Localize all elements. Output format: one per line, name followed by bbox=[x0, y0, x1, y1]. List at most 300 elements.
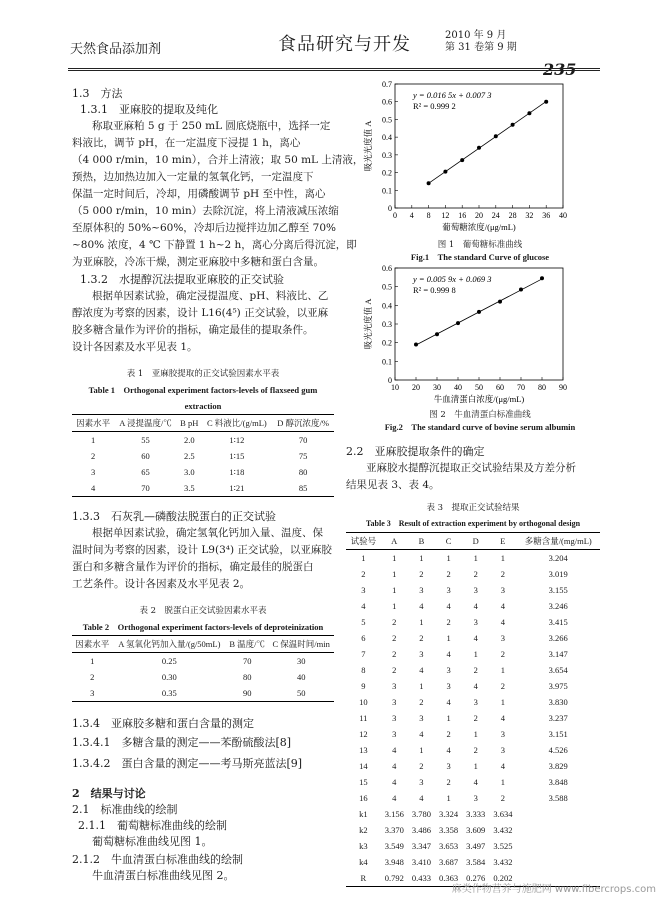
x-tick-label: 30 bbox=[433, 383, 441, 392]
table-cell: 1 bbox=[392, 553, 397, 563]
table-cell: 80 bbox=[242, 672, 252, 682]
table-cell: 3.358 bbox=[439, 825, 459, 835]
table-cell: 3.333 bbox=[466, 809, 486, 819]
table-cell: 4 bbox=[392, 777, 397, 787]
table-cell: 2 bbox=[446, 569, 451, 579]
table-cell: 3.588 bbox=[548, 793, 568, 803]
table-cell: 4 bbox=[392, 745, 397, 755]
column-header: E bbox=[489, 533, 516, 550]
table-cell: 4 bbox=[473, 681, 478, 691]
section-2-1-2: 2.1.2 牛血清蛋白标准曲线的绘制 bbox=[72, 853, 243, 866]
table-cell: 2 bbox=[473, 713, 478, 723]
table-row bbox=[346, 582, 600, 598]
y-tick-label: 0.6 bbox=[382, 264, 392, 273]
table-cell: 1 bbox=[90, 435, 96, 445]
table-cell: 65 bbox=[141, 467, 150, 477]
data-point bbox=[519, 287, 523, 291]
table-cell: 1 bbox=[500, 697, 505, 707]
section-1-3-3: 1.3.3 石灰乳—磷酸法脱蛋白的正交试验 bbox=[72, 510, 276, 523]
table-cell: 3.266 bbox=[548, 633, 568, 643]
table-cell: 3 bbox=[419, 649, 424, 659]
table-cell: 3.634 bbox=[493, 809, 513, 819]
r-squared: R² = 0.999 8 bbox=[413, 285, 456, 295]
y-tick-label: 0 bbox=[388, 376, 392, 385]
table-row bbox=[346, 694, 600, 710]
table-row bbox=[346, 838, 600, 854]
table-cell: 2 bbox=[419, 569, 424, 579]
journal-section-label: 天然食品添加剂 bbox=[70, 42, 162, 57]
table-cell: 3 bbox=[500, 745, 505, 755]
table-cell: 3.848 bbox=[548, 777, 568, 787]
column-header: B pH bbox=[177, 415, 202, 432]
table-cell: 1 bbox=[446, 553, 451, 563]
y-tick-label: 0.1 bbox=[382, 186, 392, 196]
table-cell: 70 bbox=[298, 435, 308, 445]
x-tick-label: 80 bbox=[538, 383, 546, 392]
table-cell: 12 bbox=[359, 729, 368, 739]
y-axis-label: 吸光光度值 A bbox=[363, 120, 373, 172]
x-tick-label: 4 bbox=[409, 211, 414, 220]
y-tick-label: 0.4 bbox=[382, 301, 392, 311]
table-cell bbox=[516, 806, 600, 822]
table-cell: 3.156 bbox=[384, 809, 404, 819]
column-header: 因素水平 bbox=[72, 415, 114, 432]
section-2: 2 结果与讨论 bbox=[72, 787, 146, 800]
table-cell: 3.948 bbox=[384, 857, 404, 867]
table-cell: 0.30 bbox=[161, 672, 177, 682]
data-point bbox=[498, 300, 502, 304]
table-cell: 4 bbox=[446, 601, 451, 611]
paragraph-line: 设计各因素及水平见表 1。 bbox=[72, 341, 198, 353]
table-cell: 1 bbox=[473, 649, 478, 659]
table-header-row bbox=[346, 533, 600, 550]
table-cell: 0.363 bbox=[435, 870, 462, 887]
table-cell: 2 bbox=[500, 649, 505, 659]
column-header: A 浸提温度/℃ bbox=[114, 415, 177, 432]
table-cell: 4 bbox=[419, 729, 424, 739]
x-tick-label: 20 bbox=[412, 383, 420, 392]
data-point bbox=[460, 158, 464, 162]
table-row bbox=[346, 678, 600, 694]
x-tick-label: 32 bbox=[525, 211, 534, 220]
table-cell: 70 bbox=[114, 480, 177, 497]
table-cell: 0.792 bbox=[381, 870, 408, 887]
y-tick-label: 0.7 bbox=[382, 80, 392, 89]
x-tick-label: 40 bbox=[454, 383, 462, 392]
table-1-caption-en-2: extraction bbox=[184, 401, 222, 411]
paragraph-line: 根据单因素试验，确定氢氧化钙加入量、温度、保 bbox=[92, 527, 323, 539]
table-row bbox=[346, 630, 600, 646]
table-1-caption-cn: 表 1 亚麻胶提取的正交试验因素水平表 bbox=[126, 369, 280, 379]
regression-equation: y = 0.005 9x + 0.069 3 bbox=[413, 274, 492, 284]
table-cell: 1 bbox=[446, 633, 451, 643]
table-row bbox=[346, 806, 600, 822]
table-cell: 1∶18 bbox=[229, 467, 245, 477]
table-cell: 2 bbox=[446, 777, 451, 787]
table-row bbox=[72, 480, 334, 497]
table-cell: 0.25 bbox=[161, 656, 177, 666]
y-tick-label: 0.4 bbox=[382, 133, 392, 143]
table-cell: 9 bbox=[361, 681, 366, 691]
table-cell: 60 bbox=[141, 451, 150, 461]
table-cell: 3.246 bbox=[548, 601, 568, 611]
data-point bbox=[477, 310, 481, 314]
paragraph-line: 胶多糖含量作为评价的指标，确定最佳的提取条件。 bbox=[72, 324, 314, 336]
column-header: 多糖含量/(mg/mL) bbox=[516, 533, 600, 550]
table-row bbox=[346, 742, 600, 758]
table-cell: 3.147 bbox=[548, 649, 568, 659]
table-cell: 2 bbox=[90, 672, 95, 682]
table-row bbox=[346, 550, 600, 567]
table-row bbox=[346, 566, 600, 582]
table-cell: 3 bbox=[90, 467, 96, 477]
table-cell: 3 bbox=[473, 793, 478, 803]
table-cell: 3.415 bbox=[548, 617, 568, 627]
data-point bbox=[494, 134, 498, 138]
table-cell: 3.830 bbox=[548, 697, 568, 707]
table-cell: 30 bbox=[296, 656, 306, 666]
data-point bbox=[456, 321, 460, 325]
column-header: 试验号 bbox=[346, 533, 381, 550]
table-cell: k3 bbox=[359, 841, 368, 851]
issue-date: 2010 年 9 月 bbox=[445, 30, 507, 41]
table-cell: 15 bbox=[359, 777, 368, 787]
table-cell: 1 bbox=[419, 745, 424, 755]
table-cell bbox=[516, 822, 600, 838]
figure-2-chart bbox=[350, 262, 590, 410]
section-1-3-2: 1.3.2 水提醇沉法提取亚麻胶的正交试验 bbox=[80, 273, 284, 286]
table-cell: 1 bbox=[392, 585, 397, 595]
table-cell: 2 bbox=[90, 451, 96, 461]
x-tick-label: 0 bbox=[393, 211, 397, 220]
column-header: A 氢氧化钙加入量/(g/50mL) bbox=[113, 636, 226, 653]
paragraph-line: ~80% 浓度，4 ℃ 下静置 1 h~2 h，离心分离后得沉淀，即 bbox=[72, 239, 357, 251]
y-tick-label: 0.2 bbox=[382, 338, 392, 348]
right-column-lower bbox=[346, 444, 600, 887]
table-cell: 3.780 bbox=[411, 809, 431, 819]
table-cell: k2 bbox=[359, 825, 368, 835]
table-cell: 3.653 bbox=[439, 841, 459, 851]
table-cell: 3.019 bbox=[548, 569, 568, 579]
table-cell: 1 bbox=[473, 761, 478, 771]
table-row bbox=[72, 669, 334, 685]
table-cell: 2 bbox=[392, 617, 397, 627]
table-cell: 3 bbox=[392, 697, 397, 707]
table-row bbox=[346, 646, 600, 662]
data-point bbox=[511, 123, 515, 127]
y-tick-label: 0 bbox=[388, 204, 392, 213]
data-point bbox=[435, 332, 439, 336]
table-cell: k1 bbox=[359, 809, 368, 819]
data-point bbox=[544, 100, 548, 104]
figure-2-caption-cn: 图 2 牛血清蛋白标准曲线 bbox=[429, 410, 531, 420]
x-tick-label: 90 bbox=[559, 383, 567, 392]
table-cell: 10 bbox=[359, 697, 368, 707]
figure-1-caption-en: Fig.1 The standard Curve of glucose bbox=[410, 252, 550, 262]
table-cell: 3 bbox=[473, 697, 478, 707]
table-cell: 3.151 bbox=[548, 729, 568, 739]
table-row bbox=[346, 662, 600, 678]
table-cell: 3.347 bbox=[411, 841, 431, 851]
data-point bbox=[540, 276, 544, 280]
r-squared: R² = 0.999 2 bbox=[413, 101, 456, 111]
table-cell: 3 bbox=[500, 633, 505, 643]
table-cell: 1 bbox=[500, 777, 505, 787]
table-cell: 3 bbox=[361, 585, 366, 595]
paragraph-line: 预热，边加热边加入一定量的氢氧化钙，一定温度下 bbox=[72, 171, 314, 183]
x-tick-label: 20 bbox=[475, 211, 483, 220]
table-cell: 3.549 bbox=[384, 841, 404, 851]
table-row bbox=[72, 448, 334, 464]
table-cell: 85 bbox=[272, 480, 334, 497]
table-cell: 4 bbox=[72, 480, 114, 497]
table-cell: 0.202 bbox=[489, 870, 516, 887]
table-cell: 1∶12 bbox=[229, 435, 245, 445]
table-cell: 4 bbox=[361, 601, 366, 611]
x-tick-label: 10 bbox=[391, 383, 399, 392]
table-cell: 3.584 bbox=[466, 857, 486, 867]
table-cell: 8 bbox=[361, 665, 366, 675]
table-cell: 3.324 bbox=[439, 809, 459, 819]
section-1-3-4-2: 1.3.4.2 蛋白含量的测定——考马斯亮蓝法[9] bbox=[72, 757, 303, 770]
table-1-caption-en: Table 1 Orthogonal experiment factors-levels of flaxseed gum bbox=[88, 385, 318, 395]
table-cell: 3 bbox=[419, 777, 424, 787]
table-cell: 2 bbox=[446, 729, 451, 739]
paragraph-line: 醇浓度为考察的因素，设计 L16(4⁵) 正交试验，以亚麻 bbox=[72, 307, 329, 319]
table-cell: 5 bbox=[361, 617, 366, 627]
y-tick-label: 0.1 bbox=[382, 357, 392, 367]
data-point bbox=[414, 343, 418, 347]
table-cell: 3.410 bbox=[411, 857, 431, 867]
paragraph-fig2-ref: 牛血清蛋白标准曲线见图 2。 bbox=[92, 869, 235, 882]
data-point bbox=[443, 170, 447, 174]
table-cell: 1 bbox=[419, 617, 424, 627]
table-cell: 2 bbox=[392, 633, 397, 643]
table-cell: 4 bbox=[473, 777, 478, 787]
figure-1-chart bbox=[350, 76, 590, 238]
paragraph-line: 蛋白和多糖含量作为评价的指标，确定最佳的脱蛋白 bbox=[72, 561, 314, 573]
x-axis-label: 葡萄糖浓度/(μg/mL) bbox=[442, 222, 516, 232]
table-cell: 3.5 bbox=[177, 480, 202, 497]
table-cell: 3 bbox=[446, 665, 451, 675]
y-tick-label: 0.2 bbox=[382, 168, 392, 178]
table-row bbox=[346, 614, 600, 630]
table-cell: 2 bbox=[500, 793, 505, 803]
table-cell: 2 bbox=[419, 761, 424, 771]
watermark: 麻类作物营养与施肥网 www.fibercrops.com bbox=[451, 884, 656, 895]
column-header: D 醇沉浓度/% bbox=[272, 415, 334, 432]
table-cell: 4 bbox=[500, 761, 505, 771]
table-cell: 6 bbox=[361, 633, 366, 643]
paragraph-line: 根据单因素试验，确定浸提温度、pH、料液比、乙 bbox=[92, 290, 329, 302]
table-cell: 3 bbox=[500, 585, 505, 595]
paragraph-line: 工艺条件。设计各因素及水平见表 2。 bbox=[72, 578, 251, 590]
paragraph-extraction-method bbox=[72, 118, 364, 271]
table-cell: 2.5 bbox=[183, 451, 195, 461]
table-cell: 3.525 bbox=[493, 841, 513, 851]
paragraph-line: 称取亚麻粕 5 g 于 250 mL 圆底烧瓶中，选择一定 bbox=[92, 120, 331, 132]
table-3-caption-cn: 表 3 提取正交试验结果 bbox=[426, 503, 520, 513]
table-cell: 3.204 bbox=[548, 553, 568, 563]
column-header: A bbox=[381, 533, 408, 550]
table-cell: 1 bbox=[419, 681, 424, 691]
table-cell: 13 bbox=[359, 745, 368, 755]
table-cell: 1 bbox=[419, 553, 424, 563]
figure-1-caption-cn: 图 1 葡萄糖标准曲线 bbox=[437, 240, 523, 250]
table-cell: 3.497 bbox=[466, 841, 486, 851]
table-cell: 3 bbox=[473, 617, 478, 627]
column-header: B 温度/℃ bbox=[226, 636, 268, 653]
table-row bbox=[72, 653, 334, 670]
paragraph-line: （5 000 r/min，10 min）去除沉淀，将上清液减压浓缩 bbox=[72, 205, 339, 217]
table-cell: 3 bbox=[500, 729, 505, 739]
paragraph-orthogonal-extraction bbox=[72, 288, 334, 356]
table-cell: 3.687 bbox=[439, 857, 459, 867]
table-row bbox=[72, 432, 334, 449]
table-cell: 50 bbox=[268, 685, 334, 702]
table-row bbox=[346, 822, 600, 838]
table-cell: 4 bbox=[419, 665, 424, 675]
y-tick-label: 0.5 bbox=[382, 115, 392, 125]
x-tick-label: 16 bbox=[458, 211, 467, 220]
table-cell: 3.0 bbox=[183, 467, 195, 477]
table-cell: 3 bbox=[473, 585, 478, 595]
table-cell: 3 bbox=[392, 729, 397, 739]
table-cell: 2 bbox=[392, 649, 397, 659]
data-point bbox=[477, 146, 481, 150]
table-cell: k4 bbox=[359, 857, 368, 867]
table-2-caption-cn: 表 2 脱蛋白正交试验因素水平表 bbox=[139, 606, 267, 616]
column-header: C 保温时间/min bbox=[268, 636, 334, 653]
table-cell: 55 bbox=[141, 435, 150, 445]
paragraph-line: 为亚麻胶，冷冻干燥，测定亚麻胶中多糖和蛋白含量。 bbox=[72, 256, 324, 268]
regression-equation: y = 0.016 5x + 0.007 3 bbox=[413, 90, 492, 100]
table-cell: 3.829 bbox=[548, 761, 568, 771]
table-cell: 4 bbox=[500, 601, 505, 611]
header-rule-2 bbox=[68, 70, 600, 71]
table-cell: 4 bbox=[392, 761, 397, 771]
table-cell bbox=[516, 854, 600, 870]
x-tick-label: 50 bbox=[475, 383, 483, 392]
table-cell: 14 bbox=[359, 761, 368, 771]
section-1-3-4-1: 1.3.4.1 多糖含量的测定——苯酚硫酸法[8] bbox=[72, 736, 292, 749]
figure-2-caption-en: Fig.2 The standard curve of bovine serum albumin bbox=[384, 422, 576, 432]
paragraph-extraction-results bbox=[346, 460, 600, 494]
column-header: 因素水平 bbox=[72, 636, 113, 653]
section-1-3-4: 1.3.4 亚麻胶多糖和蛋白含量的测定 bbox=[72, 717, 254, 730]
table-cell: 4 bbox=[473, 633, 478, 643]
table-cell: 11 bbox=[359, 713, 368, 723]
table-row bbox=[346, 854, 600, 870]
table-cell: 3 bbox=[446, 585, 451, 595]
table-cell: 3.654 bbox=[548, 665, 568, 675]
y-tick-label: 0.6 bbox=[382, 97, 392, 107]
table-2-caption-en: Table 2 Orthogonal experiment factors-levels of deproteinization bbox=[82, 622, 324, 632]
x-tick-label: 36 bbox=[542, 211, 551, 220]
paragraph-line: 亚麻胶水提醇沉提取正交试验结果及方差分析 bbox=[366, 462, 576, 474]
table-cell: 2 bbox=[473, 569, 478, 579]
table-row bbox=[72, 685, 334, 702]
y-tick-label: 0.3 bbox=[382, 320, 392, 329]
table-row bbox=[346, 598, 600, 614]
table-cell: 4 bbox=[419, 793, 424, 803]
x-tick-label: 40 bbox=[559, 211, 567, 220]
table-cell: 90 bbox=[226, 685, 268, 702]
table-cell: 3 bbox=[419, 585, 424, 595]
table-cell: 2 bbox=[500, 569, 505, 579]
data-point bbox=[427, 181, 431, 185]
table-cell: 3.370 bbox=[384, 825, 404, 835]
table-cell: 4 bbox=[473, 601, 478, 611]
table-cell: 2 bbox=[419, 633, 424, 643]
table-cell: 3.486 bbox=[411, 825, 431, 835]
table-cell: 3 bbox=[392, 681, 397, 691]
column-header: C bbox=[435, 533, 462, 550]
x-tick-label: 12 bbox=[441, 211, 450, 220]
issue-volume: 第 31 卷第 9 期 bbox=[445, 42, 517, 53]
table-cell: 3 bbox=[446, 681, 451, 691]
paragraph-fig1-ref: 葡萄糖标准曲线见图 1。 bbox=[92, 835, 213, 848]
table-cell: 4.526 bbox=[548, 745, 568, 755]
paragraph-line: 至原体积的 50%~60%，冷却后边搅拌边加乙醇至 70% bbox=[72, 222, 336, 234]
table-cell: R bbox=[346, 870, 381, 887]
column-header: C 料液比/(g/mL) bbox=[202, 415, 273, 432]
table-cell: 1 bbox=[392, 569, 397, 579]
table-row bbox=[72, 464, 334, 480]
table-2 bbox=[72, 635, 334, 702]
table-cell: 3.432 bbox=[493, 825, 513, 835]
table-row bbox=[346, 758, 600, 774]
table-row bbox=[346, 710, 600, 726]
table-cell: 2 bbox=[473, 665, 478, 675]
table-cell: 1∶21 bbox=[202, 480, 273, 497]
x-tick-label: 70 bbox=[517, 383, 525, 392]
table-cell: 4 bbox=[500, 713, 505, 723]
x-tick-label: 28 bbox=[508, 211, 517, 220]
table-cell: 2 bbox=[473, 745, 478, 755]
paragraph-line: （4 000 r/min，10 min），合并上清液；取 50 mL 上清液， bbox=[72, 154, 364, 166]
table-cell: 2 bbox=[392, 665, 397, 675]
section-2-1: 2.1 标准曲线的绘制 bbox=[72, 803, 178, 816]
x-tick-label: 60 bbox=[496, 383, 504, 392]
table-cell: 3 bbox=[392, 713, 397, 723]
table-cell: 3 bbox=[446, 761, 451, 771]
table-3 bbox=[346, 532, 600, 887]
y-tick-label: 0.3 bbox=[382, 150, 392, 160]
data-point bbox=[527, 111, 531, 115]
table-cell: 0.35 bbox=[113, 685, 226, 702]
table-cell bbox=[516, 838, 600, 854]
table-cell: 1 bbox=[90, 656, 95, 666]
paragraph-deproteinization bbox=[72, 525, 334, 593]
table-cell: 2 bbox=[419, 697, 424, 707]
paragraph-line: 温时间为考察的因素，设计 L9(3⁴) 正交试验，以亚麻胶 bbox=[72, 544, 332, 556]
journal-title: 食品研究与开发 bbox=[278, 34, 411, 55]
table-header-row bbox=[72, 636, 334, 653]
table-header-row bbox=[72, 415, 334, 432]
table-cell: 1 bbox=[500, 665, 505, 675]
table-row bbox=[346, 790, 600, 806]
table-cell: 3.155 bbox=[548, 585, 568, 595]
column-header: D bbox=[462, 533, 489, 550]
table-cell: 0.276 bbox=[462, 870, 489, 887]
x-tick-label: 24 bbox=[491, 211, 500, 220]
table-cell: 4 bbox=[392, 793, 397, 803]
header-rule bbox=[68, 68, 600, 69]
table-cell: 1 bbox=[473, 729, 478, 739]
table-cell: 2 bbox=[500, 681, 505, 691]
table-cell: 2.0 bbox=[183, 435, 195, 445]
